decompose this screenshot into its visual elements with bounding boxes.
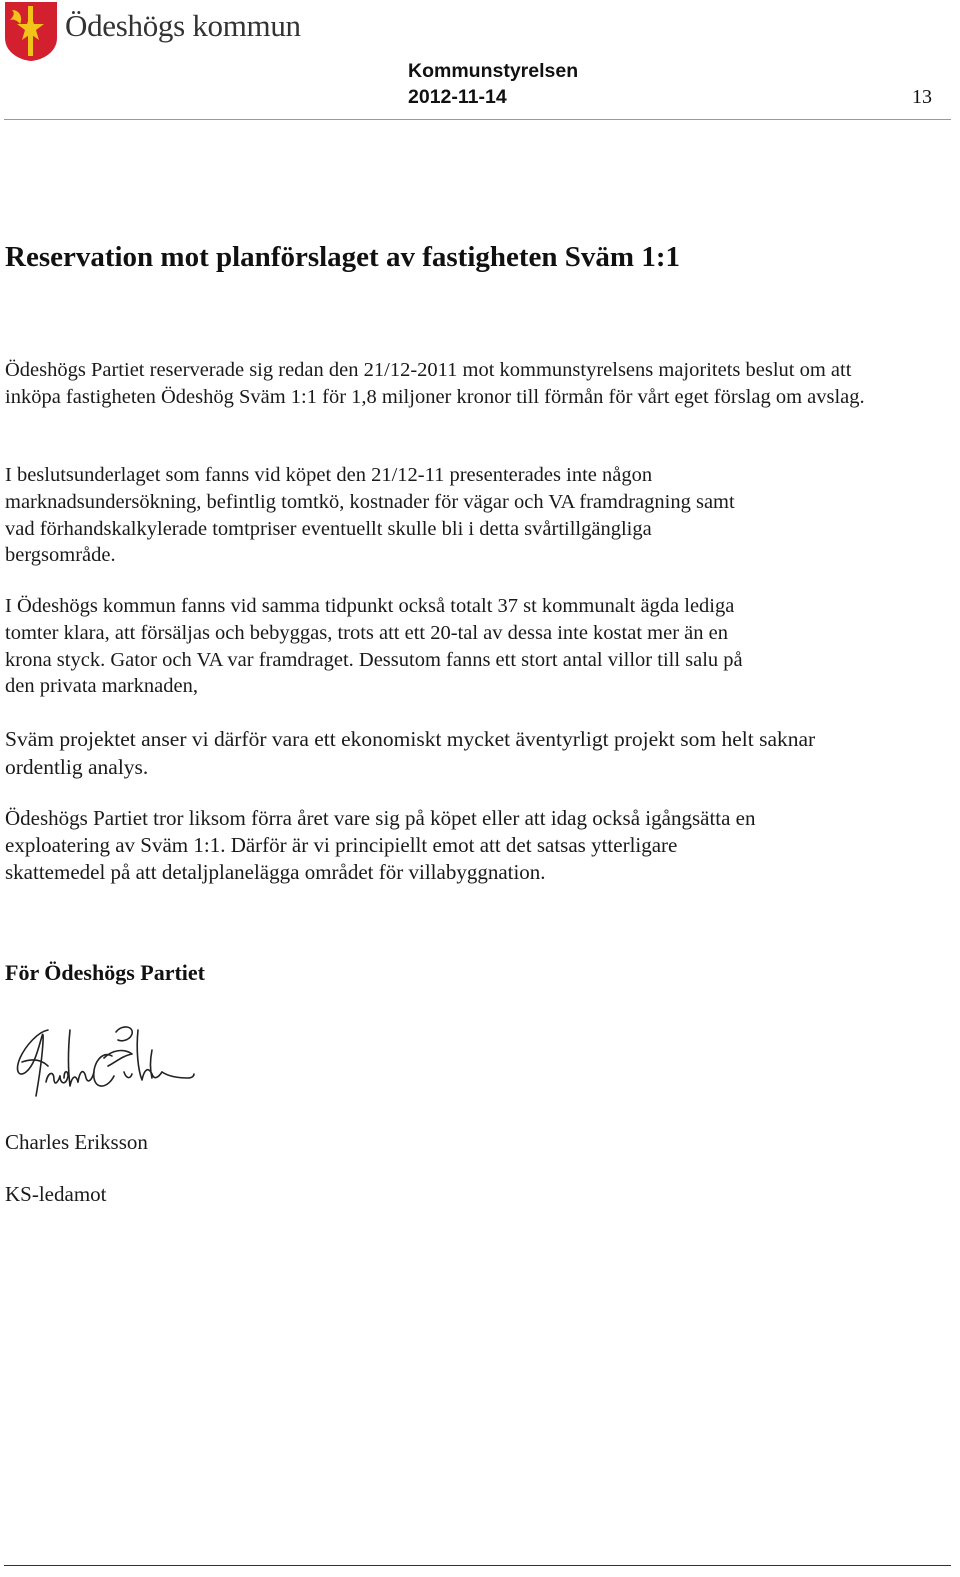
signatory-name: Charles Eriksson [5,1130,148,1154]
coat-of-arms-icon [3,0,59,62]
paragraph-5: Ödeshögs Partiet tror liksom förra året vare sig på köpet eller att idag också igångsätta en exploatering av Sväm 1:1. Därför är vi principiellt emot att det satsas ytterligare skattemedel på att detaljplanelägga området för villabyggnation. [5,806,756,884]
paragraph-1: Ödeshögs Partiet reserverade sig redan den 21/12-2011 mot kommunstyrelsens majoritets beslut om att inköpa fastigheten Ödeshög Sväm 1:1 för 1,8 miljoner kronor till förmån för vårt eget förslag om avslag. [5,359,865,408]
page-number: 13 [912,86,932,108]
header-divider [4,119,951,120]
paragraph-3: I Ödeshögs kommun fanns vid samma tidpunkt också totalt 37 st kommunalt ägda lediga tomter klara, att försäljas och bebyggas, trots att ett 20-tal av dessa inte kostat mer än en krona styck. Gator och VA var framdraget. Dessutom fanns ett stort antal villor till salu på den privata marknaden, [5,595,743,698]
signature-heading: För Ödeshögs Partiet [5,960,206,985]
municipality-logo [3,0,303,62]
signatory-role: KS-ledamot [5,1182,107,1206]
document-title: Reservation mot planförslaget av fastigheten Sväm 1:1 [5,241,680,273]
handwritten-signature [8,1020,198,1105]
department-name: Kommunstyrelsen [408,60,579,82]
logo-text: Ödeshögs kommun [65,8,301,43]
footer-divider [4,1565,951,1566]
meeting-date: 2012-11-14 [408,86,507,108]
paragraph-4: Sväm projektet anser vi därför vara ett ekonomiskt mycket äventyrligt projekt som helt saknar ordentlig analys. [5,727,816,779]
paragraph-2: I beslutsunderlaget som fanns vid köpet den 21/12-11 presenterades inte någon marknadsundersökning, befintlig tomtkö, kostnader för vägar och VA framdragning samt vad förhandskalkylerade tomtpriser eventuellt skulle bli i detta svårtillgängliga bergsområde. [5,464,735,567]
